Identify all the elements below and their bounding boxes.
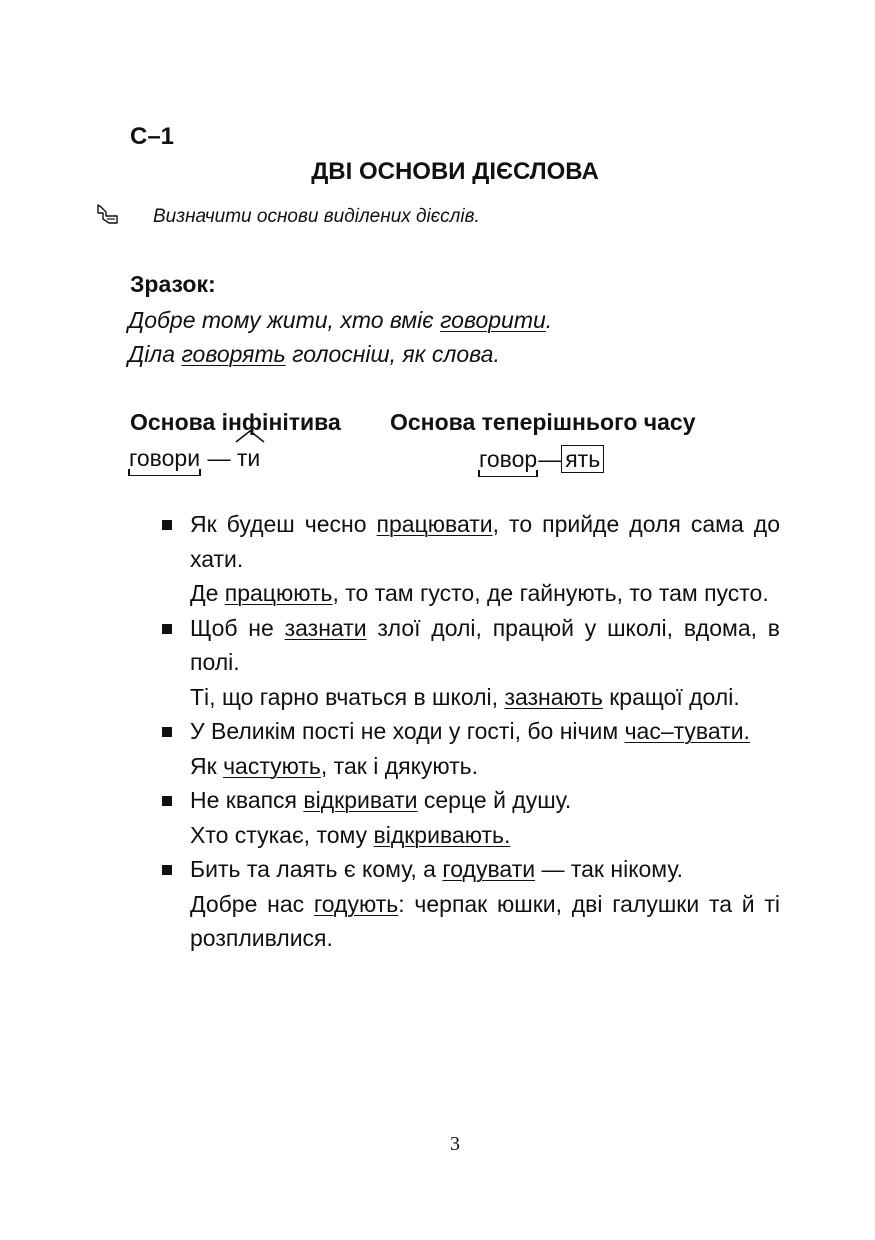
- proverb-text: Щоб не: [190, 614, 285, 641]
- list-item: [160, 714, 780, 783]
- highlighted-verb: годувати: [442, 856, 536, 882]
- present-stem-heading: Основа теперішнього часу: [390, 409, 696, 435]
- highlighted-verb: працювати: [376, 511, 493, 537]
- highlighted-verb: час–тувати.: [624, 718, 750, 744]
- proverb-line: [190, 887, 780, 956]
- proverb-line: [190, 749, 780, 784]
- proverb-line: [190, 818, 780, 853]
- list-item: [160, 611, 780, 715]
- proverb-line: [190, 852, 780, 887]
- infinitive-stem: говори: [129, 445, 201, 471]
- page-title: ДВІ ОСНОВИ ДІЄСЛОВА: [311, 158, 599, 185]
- bullet-icon: [162, 796, 172, 806]
- proverb-text: кращої долі.: [602, 683, 740, 710]
- present-ending: ять: [561, 445, 604, 473]
- infinitive-suffix-text: ти: [236, 445, 261, 471]
- list-item: [160, 507, 780, 611]
- sample-label: Зразок:: [130, 271, 216, 297]
- sample-text: голосніш, як слова.: [285, 341, 500, 367]
- proverb-text: , то там густо, де гайнують, то там пусто.: [332, 580, 769, 606]
- list-item: [160, 852, 780, 956]
- proverb-text: — так нікому.: [535, 856, 683, 882]
- proverb-line: [190, 576, 780, 611]
- bullet-icon: [162, 727, 172, 737]
- exercise-code: С–1: [130, 123, 175, 150]
- infinitive-stem-parse: [128, 445, 260, 472]
- sample-text: Добре тому жити, хто вміє: [128, 307, 441, 333]
- pointing-hand-icon: [95, 203, 121, 230]
- highlighted-verb: частують: [223, 752, 321, 779]
- sample-text: .: [545, 307, 553, 333]
- proverb-line: [190, 783, 780, 818]
- present-stem-parse: [478, 445, 604, 473]
- highlighted-verb: зазнають: [504, 683, 603, 710]
- proverb-text: , так і дякують.: [320, 752, 479, 779]
- sample-verb: говорити: [440, 307, 546, 333]
- task-instruction: Визначити основи виділених дієслів.: [153, 206, 480, 227]
- proverb-text: Як: [190, 752, 224, 779]
- proverb-text: : черпак юшки, дві галушки та й ті розпливлися.: [190, 890, 781, 951]
- dash: —: [207, 445, 231, 471]
- proverb-text: Добре нас: [190, 890, 314, 917]
- highlighted-verb: зазнати: [284, 614, 367, 641]
- bullet-icon: [162, 520, 172, 530]
- list-item: [160, 783, 780, 852]
- bullet-icon: [162, 865, 172, 875]
- sample-verb: говорять: [181, 341, 286, 367]
- proverb-line: [190, 714, 780, 749]
- highlighted-verb: працюють: [224, 580, 333, 606]
- proverb-line: [190, 611, 780, 680]
- proverb-text: Не квапся: [190, 787, 304, 813]
- infinitive-stem-heading: Основа інфінітива: [130, 409, 341, 435]
- sample-text: Діла: [128, 341, 182, 367]
- present-stem: говор: [479, 446, 538, 472]
- proverb-text: , то прийде доля сама до хати.: [190, 511, 780, 572]
- proverb-text: Хто стукає, тому: [190, 821, 374, 848]
- highlighted-verb: відкривають.: [373, 821, 511, 848]
- proverb-line: [190, 507, 780, 576]
- proverb-line: [190, 680, 780, 715]
- highlighted-verb: відкривати: [303, 787, 418, 813]
- proverb-text: Бить та лаять є кому, а: [190, 856, 443, 882]
- sample-sentence: [128, 307, 552, 334]
- proverb-text: Як будеш чесно: [190, 511, 377, 537]
- sample-sentence: [128, 341, 500, 368]
- proverb-text: Ті, що гарно вчаться в школі,: [190, 683, 505, 710]
- infinitive-suffix: [237, 445, 260, 472]
- proverb-text: Де: [190, 580, 225, 606]
- proverb-list: [160, 507, 780, 956]
- proverb-text: У Великім пості не ходи у гості, бо нічим: [190, 718, 625, 744]
- highlighted-verb: годують: [313, 890, 399, 917]
- suffix-mark-icon: [235, 429, 265, 443]
- proverb-text: серце й душу.: [417, 787, 572, 813]
- proverb-text: злої долі, працюй у школі, вдома, в полі.: [190, 614, 780, 675]
- page-number: 3: [450, 1133, 460, 1155]
- bullet-icon: [162, 624, 172, 634]
- dash: —: [538, 446, 562, 472]
